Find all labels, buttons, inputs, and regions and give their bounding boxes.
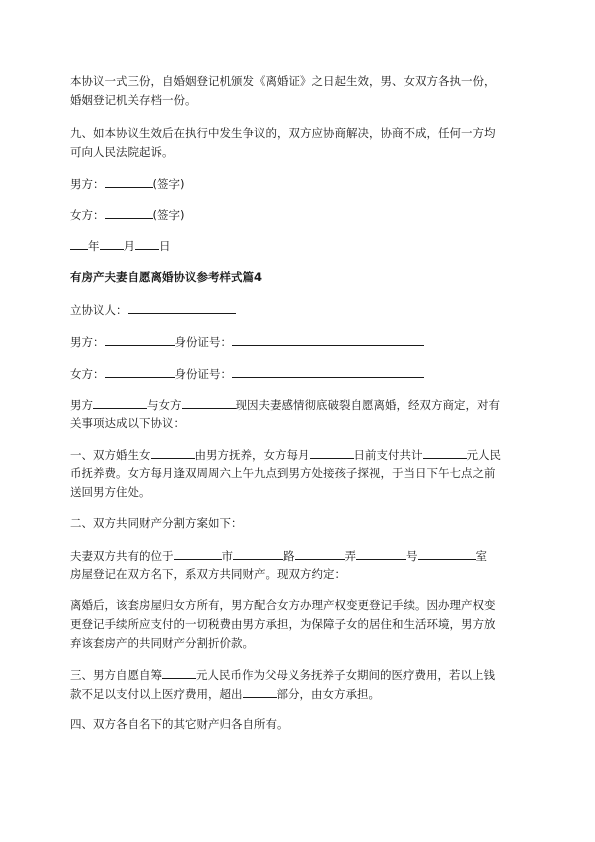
paragraph-line: 男方 与女方 现因夫妻感情彻底破裂自愿离婚，经双方商定，对有: [70, 398, 500, 412]
paragraph-line: 送回男方住处。: [70, 485, 151, 499]
blank-field[interactable]: [295, 548, 345, 560]
blank-field[interactable]: [233, 548, 283, 560]
paragraph-line: 本协议一式三份，自婚姻登记机颁发《离婚证》之日起生效，男、女双方各执一份，: [70, 74, 496, 88]
blank-field[interactable]: [243, 686, 277, 698]
blank-field[interactable]: [93, 397, 147, 409]
paragraph-line: 一、双方婚生女 由男方抚养，女方每月 日前支付共计 元人民: [70, 448, 501, 462]
paragraph-line: 离婚后，该套房屋归女方所有，男方配合女方办理产权变更登记手续。因办理产权变: [70, 598, 496, 612]
date-line: 年 月 日: [70, 238, 171, 253]
female-signature-line: 女方： (签字): [70, 208, 185, 222]
paragraph-line: 二、双方共同财产分割方案如下：: [70, 516, 243, 530]
blank-field[interactable]: [100, 238, 124, 250]
male-id-line: 男方： 身份证号：: [70, 334, 424, 349]
paragraph-line: 三、男方自愿自筹 元人民币作为父母义务抚养子女期间的医疗费用，若以上钱: [70, 668, 495, 682]
paragraph-line: 关事项达成以下协议：: [70, 416, 185, 430]
male-signature-line: 男方： (签字): [70, 177, 185, 191]
paragraph-line: 弃该套房产的共同财产分割折价款。: [70, 636, 254, 650]
blank-field[interactable]: [105, 176, 153, 188]
female-id-line: 女方： 身份证号：: [70, 366, 424, 381]
blank-field[interactable]: [105, 366, 175, 378]
paragraph-line: 款不足以支付以上医疗费用，超出 部分，由女方承担。: [70, 687, 380, 701]
blank-field[interactable]: [162, 667, 196, 679]
blank-field[interactable]: [232, 366, 424, 378]
paragraph-line: 四、双方各自名下的其它财产归各自所有。: [70, 717, 289, 731]
blank-field[interactable]: [105, 334, 175, 346]
blank-field[interactable]: [356, 548, 406, 560]
paragraph-line: 房屋登记在双方名下，系双方共同财产。现双方约定：: [70, 567, 346, 581]
paragraph-line: 九、如本协议生效后在执行中发生争议的，双方应协商解决，协商不成，任何一方均: [70, 126, 496, 140]
blank-field[interactable]: [151, 447, 195, 459]
blank-field[interactable]: [423, 447, 467, 459]
paragraph-line: 更登记手续所应支付的一切税费由男方承担，为保障子女的居住和生活环境，男方放: [70, 617, 496, 631]
section-heading: 有房产夫妻自愿离婚协议参考样式篇4: [70, 270, 262, 284]
blank-field[interactable]: [70, 238, 88, 250]
blank-field[interactable]: [310, 447, 354, 459]
party-line: 立协议人：: [70, 302, 236, 317]
blank-field[interactable]: [182, 397, 236, 409]
paragraph-line: 夫妻双方共有的位于 市 路 弄 号 室: [70, 549, 487, 563]
blank-field[interactable]: [105, 207, 153, 219]
paragraph-line: 婚姻登记机关存档一份。: [70, 93, 197, 107]
blank-field[interactable]: [128, 302, 236, 314]
blank-field[interactable]: [135, 238, 159, 250]
blank-field[interactable]: [174, 548, 222, 560]
blank-field[interactable]: [418, 548, 476, 560]
paragraph-line: 币抚养费。女方每月逢双周周六上午九点到男方处接孩子探视，于当日下午七点之前: [70, 466, 496, 480]
blank-field[interactable]: [232, 334, 424, 346]
paragraph-line: 可向人民法院起诉。: [70, 145, 174, 159]
